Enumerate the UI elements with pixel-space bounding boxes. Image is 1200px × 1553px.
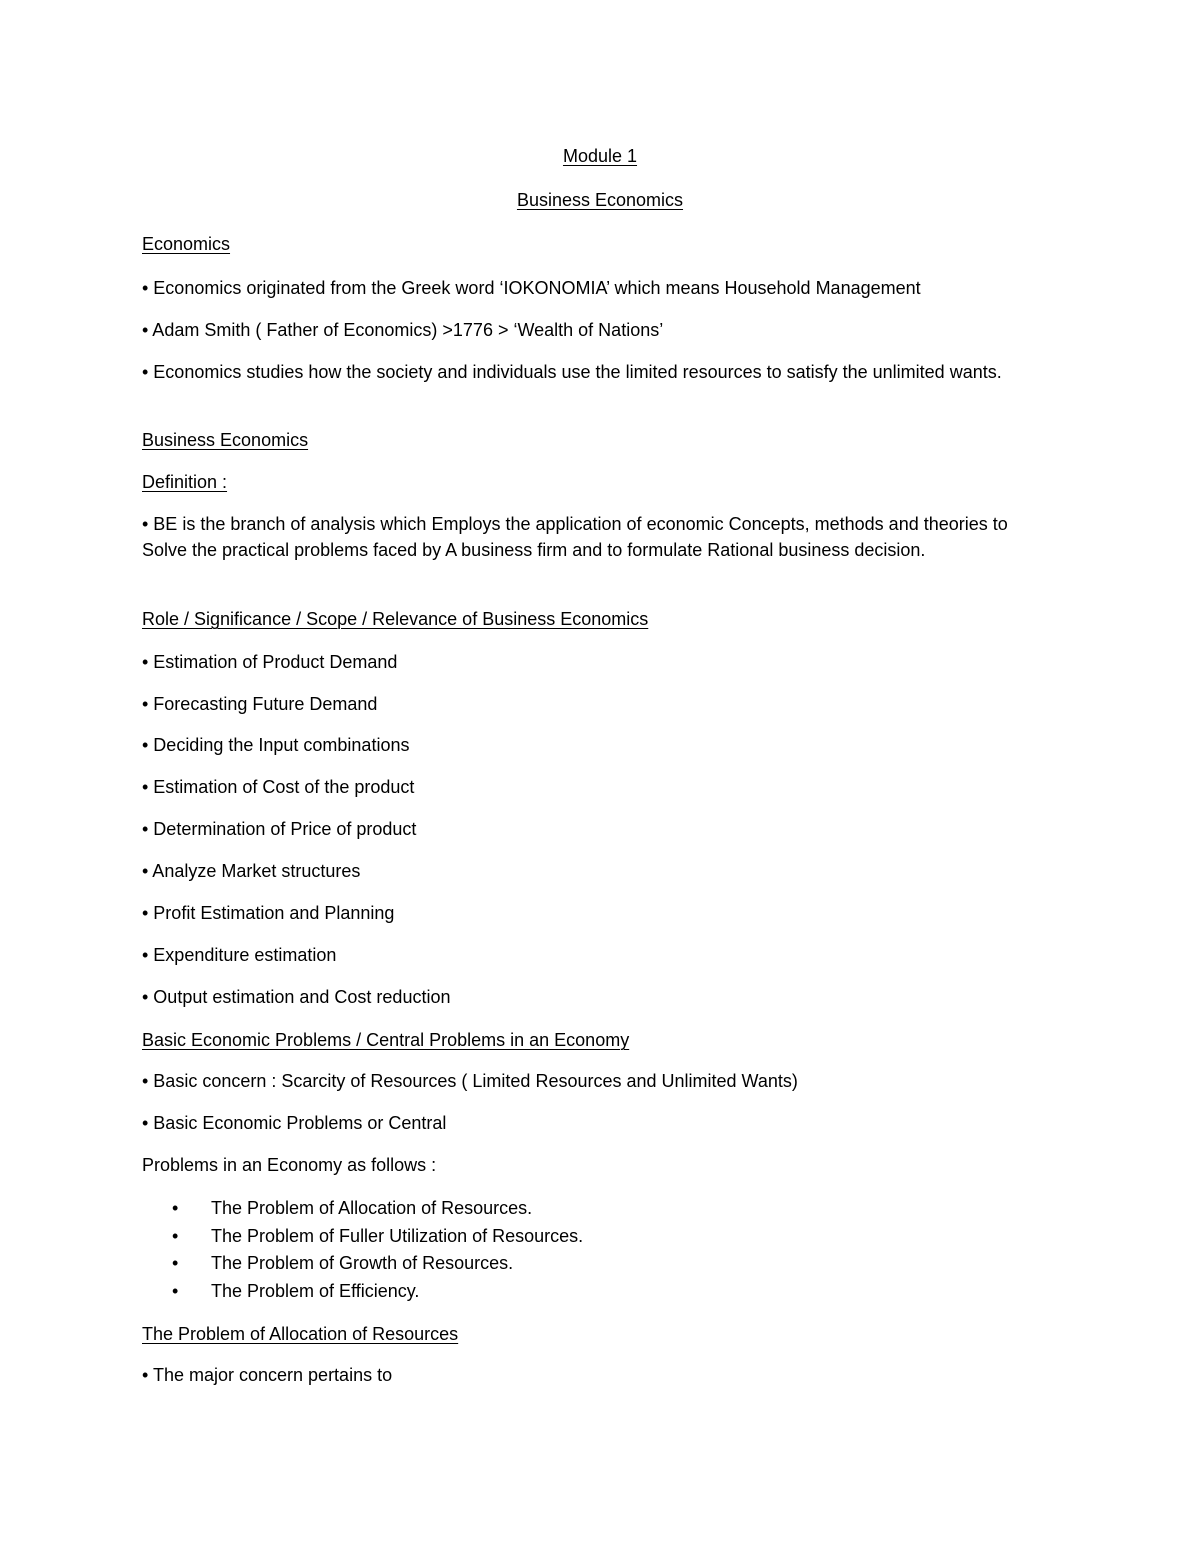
- list-item: • Forecasting Future Demand: [142, 694, 378, 714]
- business-economics-heading-text: Business Economics: [142, 430, 309, 450]
- list-item: • The major concern pertains to: [142, 1365, 393, 1385]
- subject-title: [0, 187, 1200, 213]
- list-item: • Basic Economic Problems or Central: [142, 1113, 447, 1133]
- list-item: • Output estimation and Cost reduction: [142, 987, 451, 1007]
- definition-heading-text: Definition :: [142, 472, 228, 492]
- subject-title-text: Business Economics: [516, 190, 684, 210]
- sub-list-item-text: The Problem of Efficiency.: [211, 1281, 420, 1301]
- sub-list-item-text: The Problem of Allocation of Resources.: [211, 1198, 533, 1218]
- section-heading-economics: [142, 231, 230, 257]
- list-item: • Basic concern : Scarcity of Resources ( Limited Resources and Unlimited Wants): [142, 1071, 798, 1091]
- bullet-icon: •: [172, 1253, 179, 1273]
- section-heading-role: [142, 606, 648, 632]
- bullet-icon: •: [172, 1198, 179, 1218]
- module-title-text: Module 1: [562, 146, 638, 166]
- section-heading-basic-problems: [142, 1027, 629, 1053]
- list-item: • Economics studies how the society and individuals use the limited resources to satisfy the unlimited wants.: [142, 362, 1002, 382]
- list-item: • Determination of Price of product: [142, 819, 417, 839]
- economics-heading-text: Economics: [142, 234, 231, 254]
- bullet-icon: •: [172, 1226, 179, 1246]
- section-heading-allocation: [142, 1321, 458, 1347]
- role-heading-text: Role / Significance / Scope / Relevance of Business Economics: [142, 609, 649, 629]
- allocation-heading-text: The Problem of Allocation of Resources: [142, 1324, 459, 1344]
- list-item: • Economics originated from the Greek word ‘IOKONOMIA’ which means Household Management: [142, 278, 921, 298]
- problems-lead-in: Problems in an Economy as follows :: [142, 1155, 437, 1175]
- list-item: • Adam Smith ( Father of Economics) >1776 > ‘Wealth of Nations’: [142, 320, 664, 340]
- bullet-icon: •: [172, 1281, 179, 1301]
- list-item: • Profit Estimation and Planning: [142, 903, 395, 923]
- list-item: • Analyze Market structures: [142, 861, 361, 881]
- list-item: • Expenditure estimation: [142, 945, 337, 965]
- sub-list-item-text: The Problem of Growth of Resources.: [211, 1253, 514, 1273]
- list-item: • Estimation of Cost of the product: [142, 777, 415, 797]
- list-item: • Deciding the Input combinations: [142, 735, 410, 755]
- definition-heading: [142, 469, 227, 495]
- list-item: • Estimation of Product Demand: [142, 652, 398, 672]
- definition-text: • BE is the branch of analysis which Employs the application of economic Concepts, methods and theories to Solve the practical problems faced by A business firm and to formulate Rational business decision.: [142, 514, 1008, 560]
- module-title: [0, 143, 1200, 169]
- sub-list-item-text: The Problem of Fuller Utilization of Resources.: [211, 1226, 584, 1246]
- basic-problems-heading-text: Basic Economic Problems / Central Problems in an Economy: [142, 1030, 630, 1050]
- section-heading-business-economics: [142, 427, 308, 453]
